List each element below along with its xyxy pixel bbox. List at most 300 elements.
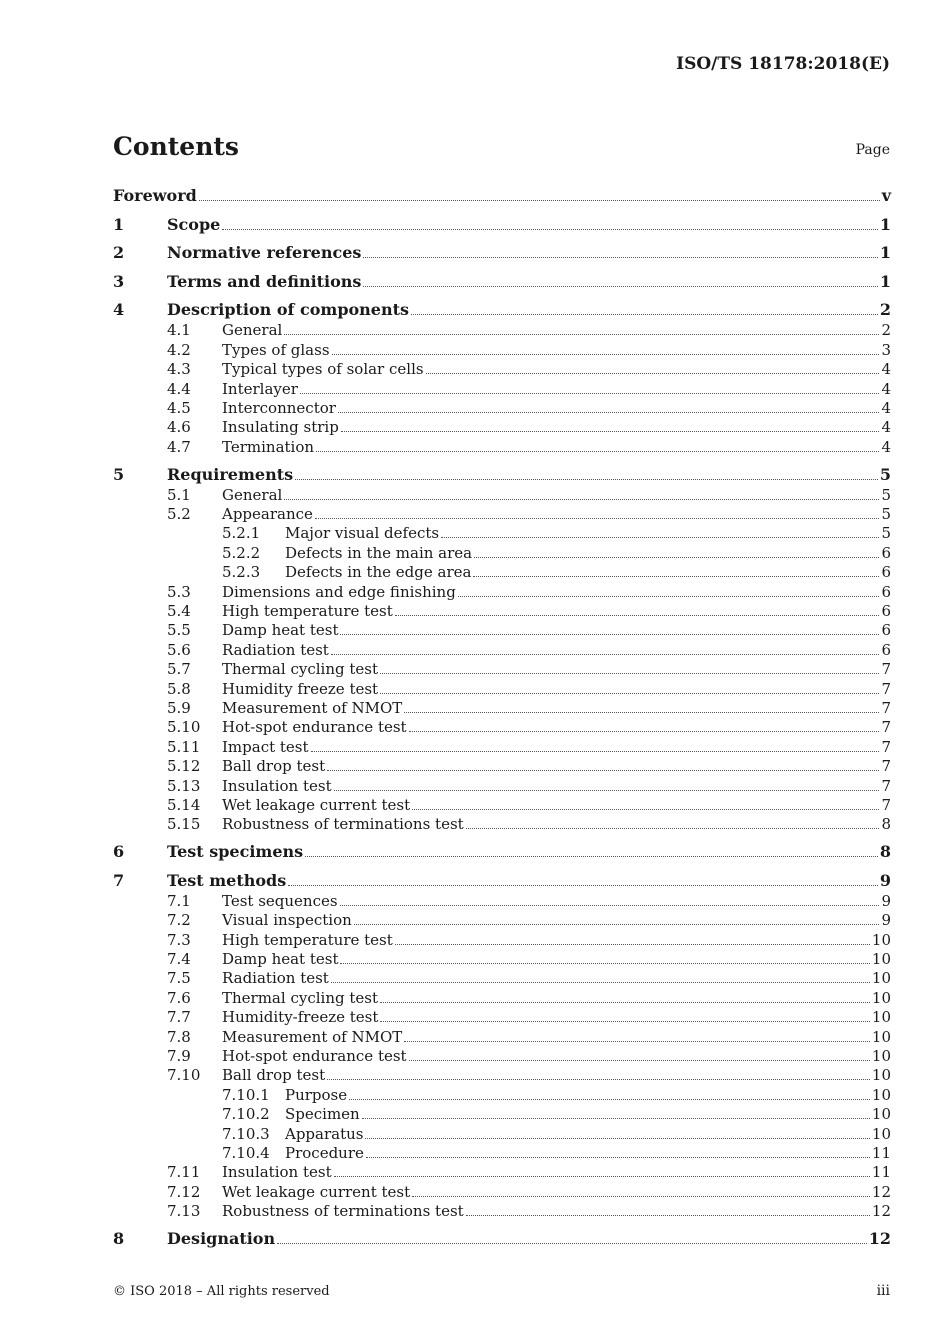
document-identifier: ISO/TS 18178:2018(E): [676, 54, 890, 74]
toc-entry-number: 7.7: [167, 1008, 191, 1027]
toc-entry-title[interactable]: Humidity-freeze test: [222, 1008, 379, 1027]
toc-entry-number: 5.12: [167, 757, 201, 776]
toc-entry-title[interactable]: Insulating strip: [222, 418, 339, 437]
toc-entry-leader-line: [167, 299, 891, 321]
toc-entry-leader-line: [222, 680, 891, 699]
toc-entry-title[interactable]: Robustness of terminations test: [222, 815, 464, 834]
toc-entry[interactable]: [113, 293, 891, 322]
toc-leader-dots: [409, 1060, 870, 1061]
toc-entry[interactable]: [113, 1047, 891, 1066]
toc-entry-title[interactable]: Major visual defects: [285, 524, 440, 543]
toc-entry-number: 5.2: [167, 505, 191, 524]
toc-entry-number: 7.3: [167, 930, 191, 949]
toc-entry-page: 2: [881, 321, 891, 340]
toc-leader-dots: [340, 963, 869, 964]
toc-entry-title[interactable]: Damp heat test: [222, 950, 339, 969]
toc-entry-title[interactable]: Hot-spot endurance test: [222, 718, 407, 737]
toc-leader-dots: [395, 944, 870, 945]
toc-entry-leader-line: [167, 1228, 891, 1250]
toc-entry-number: 7.1: [167, 891, 191, 910]
toc-entry[interactable]: [113, 989, 891, 1008]
toc-entry[interactable]: [113, 544, 891, 563]
toc-entry-leader-line: [285, 524, 891, 543]
table-of-contents: [113, 185, 891, 1250]
toc-entry-number: 7.8: [167, 1027, 191, 1046]
toc-entry-leader-line: [222, 505, 891, 524]
toc-leader-dots: [380, 673, 879, 674]
toc-entry-number: 7.5: [167, 969, 191, 988]
toc-entry-number: 4: [113, 300, 125, 320]
toc-entry-page: 10: [871, 1066, 891, 1085]
toc-entry-page: 5: [881, 505, 891, 524]
toc-entry-title[interactable]: Humidity freeze test: [222, 679, 379, 698]
toc-entry-title[interactable]: General: [222, 321, 283, 340]
toc-entry-number: 2: [113, 243, 125, 263]
toc-entry-leader-line: [167, 464, 891, 486]
toc-entry-title[interactable]: General: [222, 485, 283, 504]
toc-entry-number: 4.2: [167, 340, 191, 359]
toc-leader-dots: [349, 1099, 870, 1100]
toc-entry-page: 5: [879, 464, 891, 484]
toc-entry[interactable]: [113, 950, 891, 969]
toc-entry-leader-line: [222, 989, 891, 1008]
toc-leader-dots: [409, 731, 880, 732]
toc-entry-title[interactable]: Insulation test: [222, 776, 332, 795]
toc-entry-leader-line: [222, 718, 891, 737]
toc-leader-dots: [441, 537, 879, 538]
toc-entry-leader-line: [222, 360, 891, 379]
toc-entry-title[interactable]: Visual inspection: [222, 911, 352, 930]
toc-entry-number: 5.1: [167, 485, 191, 504]
toc-entry-number: 5.10: [167, 718, 201, 737]
toc-entry-number: 5.2.1: [222, 524, 261, 543]
toc-leader-dots: [332, 354, 880, 355]
toc-entry-title[interactable]: Test specimens: [167, 842, 304, 862]
toc-entry-number: 7.13: [167, 1202, 201, 1221]
toc-entry-number: 7.10.4: [222, 1144, 270, 1162]
toc-entry-title[interactable]: Purpose: [285, 1085, 348, 1104]
toc-entry-leader-line: [222, 602, 891, 621]
toc-entry[interactable]: [113, 321, 891, 340]
toc-entry-page: 4: [881, 437, 891, 456]
toc-entry[interactable]: [113, 457, 891, 486]
toc-entry-leader-line: [222, 1183, 891, 1202]
toc-entry-title[interactable]: Foreword: [113, 186, 197, 205]
toc-entry-title[interactable]: Impact test: [222, 737, 309, 756]
toc-entry-number: 5.2.3: [222, 563, 261, 582]
toc-leader-dots: [473, 576, 879, 577]
toc-entry[interactable]: [113, 660, 891, 679]
toc-entry-page: 12: [871, 1182, 891, 1201]
toc-entry-leader-line: [222, 815, 891, 834]
toc-entry[interactable]: [113, 360, 891, 379]
toc-leader-dots: [327, 1079, 870, 1080]
toc-entry-number: 7.4: [167, 950, 191, 969]
toc-entry-leader-line: [222, 341, 891, 360]
toc-leader-dots: [277, 1243, 867, 1244]
toc-entry-page: 1: [879, 243, 891, 263]
toc-entry-title[interactable]: Termination: [222, 437, 315, 456]
toc-entry-number: 7.2: [167, 911, 191, 930]
toc-entry[interactable]: [113, 757, 891, 776]
toc-entry-number: 5.14: [167, 795, 201, 814]
toc-entry-leader-line: [285, 1125, 891, 1144]
toc-entry[interactable]: [113, 892, 891, 911]
toc-entry-page: 3: [881, 340, 891, 359]
toc-entry-number: 8: [113, 1229, 125, 1249]
toc-entry[interactable]: [113, 185, 891, 207]
toc-entry-title[interactable]: Robustness of terminations test: [222, 1202, 464, 1221]
toc-entry-number: 5.9: [167, 699, 191, 717]
toc-entry-number: 7.11: [167, 1163, 201, 1182]
toc-entry-leader-line: [222, 1008, 891, 1027]
toc-entry-page: 9: [879, 870, 891, 890]
toc-entry[interactable]: [113, 563, 891, 582]
toc-leader-dots: [305, 856, 878, 857]
toc-leader-dots: [426, 373, 880, 374]
toc-entry-number: 7.9: [167, 1047, 191, 1066]
toc-leader-dots: [331, 654, 880, 655]
toc-entry-page: 4: [881, 398, 891, 417]
toc-entry-leader-line: [222, 1047, 891, 1066]
toc-entry-title[interactable]: Description of components: [167, 300, 410, 320]
toc-leader-dots: [340, 905, 880, 906]
toc-leader-dots: [315, 518, 880, 519]
toc-leader-dots: [404, 712, 879, 713]
toc-leader-dots: [380, 1002, 870, 1003]
toc-entry[interactable]: [113, 207, 891, 236]
toc-entry[interactable]: [113, 438, 891, 457]
toc-entry-leader-line: [285, 563, 891, 582]
toc-entry-title[interactable]: Test methods: [167, 870, 287, 890]
toc-entry-page: 4: [881, 379, 891, 398]
toc-entry-leader-line: [222, 931, 891, 950]
toc-entry-leader-line: [113, 185, 891, 207]
toc-leader-dots: [300, 393, 880, 394]
toc-entry-leader-line: [222, 641, 891, 660]
toc-entry[interactable]: [113, 835, 891, 864]
toc-entry[interactable]: [113, 236, 891, 265]
toc-entry-leader-line: [222, 796, 891, 815]
toc-entry-number: 7.10.1: [222, 1085, 270, 1104]
page-column-label: Page: [855, 142, 890, 158]
toc-leader-dots: [316, 451, 879, 452]
toc-entry[interactable]: [113, 583, 891, 602]
toc-entry-number: 7.6: [167, 988, 191, 1007]
toc-entry-leader-line: [222, 777, 891, 796]
toc-leader-dots: [295, 479, 878, 480]
toc-entry-page: v: [881, 186, 891, 205]
toc-leader-dots: [458, 596, 880, 597]
toc-entry[interactable]: [113, 1144, 891, 1163]
toc-entry-number: 4.5: [167, 398, 191, 417]
toc-entry-number: 5.2.2: [222, 543, 261, 562]
toc-entry-page: 11: [871, 1163, 891, 1182]
toc-entry[interactable]: [113, 1125, 891, 1144]
toc-entry-leader-line: [167, 870, 891, 892]
toc-entry-title[interactable]: Procedure: [285, 1144, 364, 1162]
toc-leader-dots: [338, 412, 880, 413]
toc-entry[interactable]: [113, 1028, 891, 1047]
page-title: Contents: [113, 132, 240, 161]
toc-entry-leader-line: [222, 1163, 891, 1182]
toc-leader-dots: [411, 314, 878, 315]
toc-leader-dots: [466, 828, 880, 829]
toc-leader-dots: [412, 809, 879, 810]
toc-entry-page: 6: [881, 563, 891, 582]
toc-entry-number: 7: [113, 870, 125, 890]
toc-entry-page: 10: [871, 930, 891, 949]
toc-entry-title[interactable]: Damp heat test: [222, 621, 339, 640]
toc-entry-page: 10: [871, 1027, 891, 1046]
toc-leader-dots: [474, 557, 879, 558]
toc-entry-number: 3: [113, 271, 125, 291]
toc-entry-page: 8: [881, 815, 891, 834]
toc-entry[interactable]: [113, 602, 891, 621]
toc-entry-leader-line: [222, 950, 891, 969]
toc-leader-dots: [199, 200, 880, 201]
toc-entry[interactable]: [113, 1066, 891, 1085]
toc-entry[interactable]: [113, 418, 891, 437]
toc-entry-leader-line: [222, 438, 891, 457]
toc-entry-title[interactable]: Insulation test: [222, 1163, 332, 1182]
toc-entry-page: 7: [881, 757, 891, 776]
toc-entry-page: 10: [871, 1124, 891, 1143]
toc-entry-page: 6: [881, 543, 891, 562]
toc-entry-page: 10: [871, 950, 891, 969]
toc-entry-leader-line: [167, 841, 891, 863]
toc-entry-leader-line: [222, 699, 891, 718]
toc-entry-title[interactable]: Typical types of solar cells: [222, 360, 424, 379]
toc-entry-page: 10: [871, 969, 891, 988]
toc-entry-leader-line: [167, 271, 891, 293]
toc-entry-title[interactable]: Terms and definitions: [167, 271, 362, 291]
toc-leader-dots: [466, 1215, 870, 1216]
toc-entry[interactable]: [113, 1008, 891, 1027]
toc-entry[interactable]: [113, 399, 891, 418]
toc-entry-title[interactable]: Wet leakage current test: [222, 1182, 411, 1201]
toc-entry-title[interactable]: Ball drop test: [222, 1066, 326, 1085]
toc-entry-number: 5.8: [167, 679, 191, 698]
toc-entry-leader-line: [285, 1105, 891, 1124]
toc-entry-leader-line: [222, 321, 891, 340]
toc-entry-page: 12: [868, 1229, 891, 1249]
page-number: iii: [876, 1283, 890, 1299]
toc-entry-page: 10: [871, 1085, 891, 1104]
toc-entry[interactable]: [113, 796, 891, 815]
toc-entry-title[interactable]: High temperature test: [222, 602, 393, 621]
toc-leader-dots: [363, 257, 877, 258]
toc-entry-number: 7.10: [167, 1066, 201, 1085]
toc-entry-number: 4.6: [167, 418, 191, 437]
toc-entry-page: 9: [881, 891, 891, 910]
toc-entry-leader-line: [167, 214, 891, 236]
toc-entry-page: 12: [871, 1202, 891, 1221]
toc-entry-page: 4: [881, 418, 891, 437]
toc-entry-title[interactable]: Measurement of NMOT: [222, 699, 403, 717]
toc-leader-dots: [331, 982, 870, 983]
toc-entry-leader-line: [222, 486, 891, 505]
toc-entry-title[interactable]: Normative references: [167, 243, 362, 263]
toc-entry[interactable]: [113, 931, 891, 950]
toc-entry-leader-line: [222, 380, 891, 399]
toc-entry-leader-line: [222, 892, 891, 911]
toc-entry-page: 7: [881, 718, 891, 737]
toc-leader-dots: [222, 229, 878, 230]
toc-entry-title[interactable]: Interconnector: [222, 398, 336, 417]
toc-entry[interactable]: [113, 341, 891, 360]
toc-entry[interactable]: [113, 777, 891, 796]
toc-entry-leader-line: [285, 1086, 891, 1105]
toc-entry-leader-line: [222, 738, 891, 757]
toc-entry[interactable]: [113, 486, 891, 505]
toc-entry-leader-line: [285, 1144, 891, 1163]
toc-leader-dots: [284, 334, 879, 335]
toc-entry-number: 5.13: [167, 776, 201, 795]
toc-entry[interactable]: [113, 969, 891, 988]
toc-entry-page: 7: [881, 660, 891, 679]
toc-entry-number: 7.10.2: [222, 1105, 270, 1124]
toc-entry-title[interactable]: Thermal cycling test: [222, 988, 378, 1007]
toc-entry-title[interactable]: Ball drop test: [222, 757, 326, 776]
toc-entry-title[interactable]: Designation: [167, 1229, 276, 1249]
toc-entry-leader-line: [222, 660, 891, 679]
toc-leader-dots: [341, 431, 880, 432]
toc-entry-title[interactable]: High temperature test: [222, 930, 393, 949]
toc-entry-page: 10: [871, 1105, 891, 1124]
toc-entry-title[interactable]: Wet leakage current test: [222, 795, 411, 814]
toc-leader-dots: [284, 499, 879, 500]
toc-entry[interactable]: [113, 1202, 891, 1221]
toc-entry-title[interactable]: Specimen: [285, 1105, 360, 1124]
toc-entry-leader-line: [222, 583, 891, 602]
toc-entry[interactable]: [113, 1183, 891, 1202]
toc-entry-number: 7.12: [167, 1182, 201, 1201]
toc-leader-dots: [311, 751, 880, 752]
toc-leader-dots: [366, 1157, 870, 1158]
toc-entry[interactable]: [113, 1086, 891, 1105]
toc-entry-leader-line: [222, 399, 891, 418]
toc-entry[interactable]: [113, 815, 891, 834]
toc-entry-number: 4.4: [167, 379, 191, 398]
toc-leader-dots: [334, 1176, 870, 1177]
toc-entry[interactable]: [113, 1222, 891, 1251]
toc-entry-page: 10: [871, 1047, 891, 1066]
toc-entry-leader-line: [285, 544, 891, 563]
toc-entry[interactable]: [113, 1163, 891, 1182]
toc-entry-number: 4.7: [167, 437, 191, 456]
toc-entry[interactable]: [113, 264, 891, 293]
toc-entry[interactable]: [113, 505, 891, 524]
toc-leader-dots: [354, 924, 880, 925]
toc-entry-leader-line: [167, 242, 891, 264]
toc-entry-page: 2: [879, 300, 891, 320]
toc-entry-title[interactable]: Interlayer: [222, 379, 298, 398]
toc-entry-title[interactable]: Hot-spot endurance test: [222, 1047, 407, 1066]
toc-leader-dots: [404, 1041, 870, 1042]
toc-entry-number: 5.6: [167, 640, 191, 659]
toc-entry-number: 4.3: [167, 360, 191, 379]
toc-entry-number: 5.15: [167, 815, 201, 834]
toc-entry-page: 7: [881, 737, 891, 756]
toc-leader-dots: [327, 770, 879, 771]
toc-entry-leader-line: [222, 1028, 891, 1047]
toc-entry[interactable]: [113, 524, 891, 543]
toc-entry-page: 6: [881, 640, 891, 659]
toc-entry-page: 7: [881, 795, 891, 814]
toc-entry-title[interactable]: Appearance: [222, 505, 313, 524]
toc-leader-dots: [380, 693, 879, 694]
toc-entry-page: 7: [881, 679, 891, 698]
toc-entry-title[interactable]: Test sequences: [222, 891, 338, 910]
toc-entry-number: 5.4: [167, 602, 191, 621]
toc-entry-title[interactable]: Dimensions and edge finishing: [222, 582, 456, 601]
toc-entry[interactable]: [113, 911, 891, 930]
toc-entry-title[interactable]: Radiation test: [222, 640, 329, 659]
toc-entry-title[interactable]: Defects in the main area: [285, 543, 473, 562]
toc-entry-number: 7.10.3: [222, 1124, 270, 1143]
toc-entry-page: 7: [881, 776, 891, 795]
toc-entry-number: 5.7: [167, 660, 191, 679]
toc-entry-page: 5: [881, 485, 891, 504]
toc-entry-title[interactable]: Thermal cycling test: [222, 660, 378, 679]
toc-entry-page: 1: [879, 214, 891, 234]
toc-entry-leader-line: [222, 911, 891, 930]
toc-entry-page: 7: [881, 699, 891, 717]
toc-entry[interactable]: [113, 621, 891, 640]
toc-entry-page: 6: [881, 582, 891, 601]
toc-entry-leader-line: [222, 969, 891, 988]
toc-entry[interactable]: [113, 738, 891, 757]
toc-entry-title[interactable]: Scope: [167, 214, 221, 234]
toc-entry[interactable]: [113, 863, 891, 892]
toc-entry-leader-line: [222, 1066, 891, 1085]
toc-entry-page: 10: [871, 1008, 891, 1027]
toc-entry-page: 6: [881, 621, 891, 640]
toc-entry[interactable]: [113, 1105, 891, 1124]
toc-leader-dots: [334, 790, 880, 791]
toc-entry[interactable]: [113, 718, 891, 737]
toc-entry-page: 4: [881, 360, 891, 379]
toc-entry-page: 8: [879, 842, 891, 862]
toc-entry-title[interactable]: Measurement of NMOT: [222, 1027, 403, 1046]
toc-entry-title[interactable]: Types of glass: [222, 340, 330, 359]
toc-entry-number: 4.1: [167, 321, 191, 340]
toc-entry-number: 5.3: [167, 582, 191, 601]
toc-entry[interactable]: [113, 699, 891, 718]
toc-leader-dots: [412, 1196, 870, 1197]
toc-entry-page: 1: [879, 271, 891, 291]
toc-entry[interactable]: [113, 641, 891, 660]
toc-entry-page: 5: [881, 524, 891, 543]
toc-entry-number: 6: [113, 842, 125, 862]
toc-leader-dots: [288, 885, 878, 886]
toc-entry-title[interactable]: Defects in the edge area: [285, 563, 472, 582]
toc-entry-title[interactable]: Apparatus: [285, 1124, 364, 1143]
toc-entry-number: 5.5: [167, 621, 191, 640]
toc-entry-title[interactable]: Radiation test: [222, 969, 329, 988]
toc-leader-dots: [363, 286, 877, 287]
toc-entry-leader-line: [222, 418, 891, 437]
toc-entry-page: 10: [871, 988, 891, 1007]
copyright-notice: © ISO 2018 – All rights reserved: [113, 1284, 330, 1299]
toc-entry[interactable]: [113, 380, 891, 399]
toc-leader-dots: [395, 615, 880, 616]
toc-entry-page: 9: [881, 911, 891, 930]
toc-entry-page: 6: [881, 602, 891, 621]
toc-entry-title[interactable]: Requirements: [167, 464, 294, 484]
toc-entry[interactable]: [113, 680, 891, 699]
